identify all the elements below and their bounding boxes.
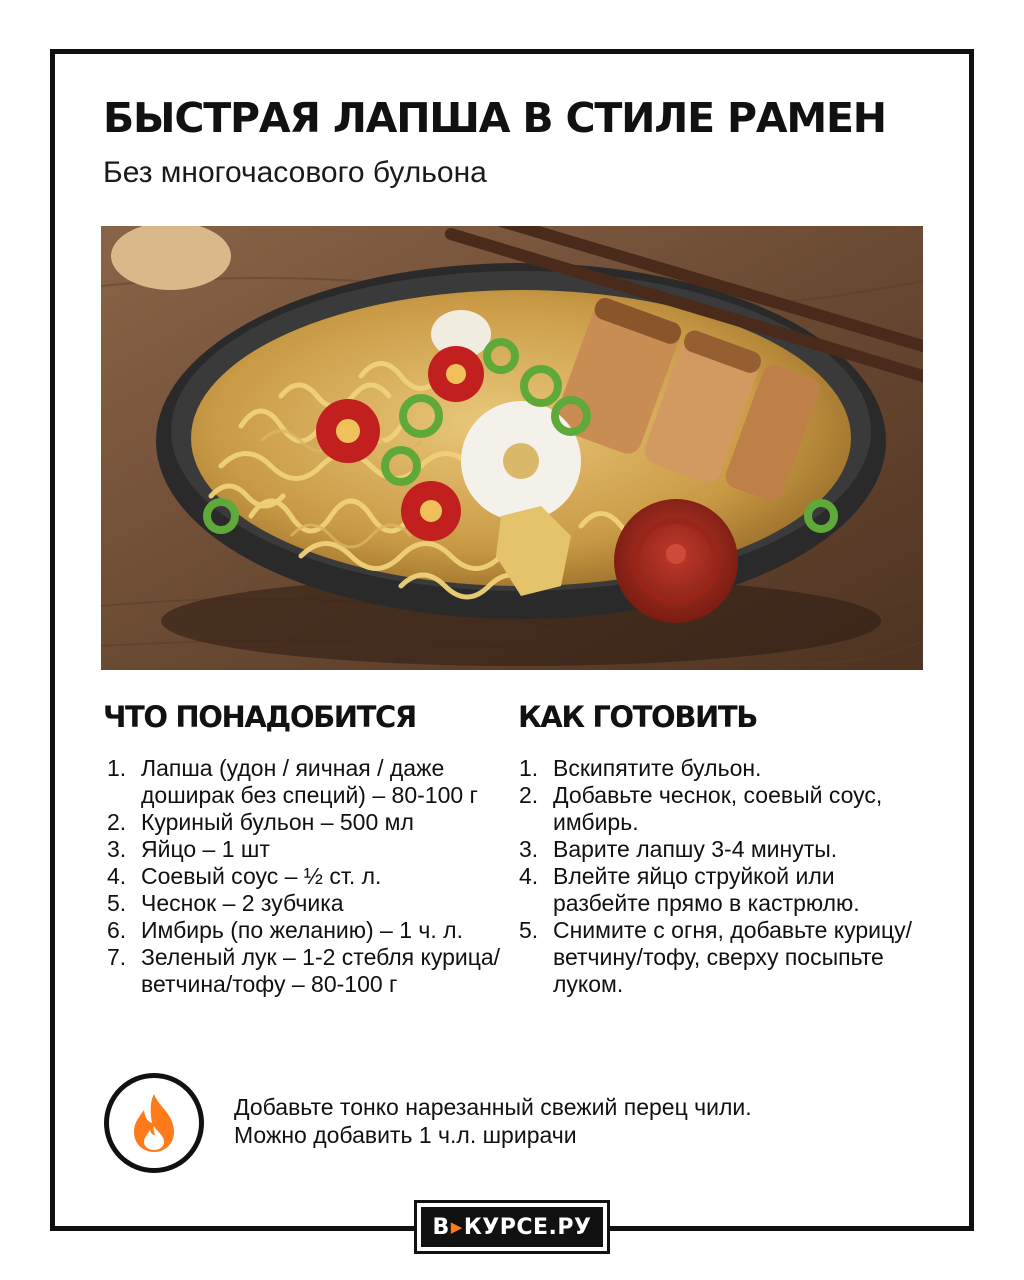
recipe-subtitle: Без многочасового бульона: [103, 156, 487, 189]
list-item: 5. Чеснок – 2 зубчика: [107, 890, 344, 916]
list-item: 1. Лапша (удон / яичная / даже доширак без специй) – 80-100 г: [107, 755, 478, 808]
flame-icon: [104, 1073, 204, 1173]
list-item: 2. Добавьте чеснок, соевый соус, имбирь.: [519, 782, 883, 835]
play-icon: ▶: [450, 1218, 463, 1236]
steps-heading: КАК ГОТОВИТЬ: [518, 700, 757, 734]
list-item: 3. Яйцо – 1 шт: [107, 836, 270, 862]
logo-word: КУРСЕ.РУ: [463, 1214, 592, 1240]
list-item: 4. Соевый соус – ½ ст. л.: [107, 863, 382, 889]
list-item: 7. Зеленый лук – 1-2 стебля курица/ ветчина/тофу – 80-100 г: [107, 944, 501, 997]
tip-line-1: Добавьте тонко нарезанный свежий перец чили.: [234, 1094, 752, 1120]
tip-line-2: Можно добавить 1 ч.л. шрирачи: [234, 1122, 577, 1148]
tip-text: [234, 1093, 914, 1149]
list-item: 5. Снимите с огня, добавьте курицу/ветчину/тофу, сверху посыпьте луком.: [519, 917, 913, 997]
list-item: 2. Куриный бульон – 500 мл: [107, 809, 414, 835]
list-item: 6. Имбирь (по желанию) – 1 ч. л.: [107, 917, 463, 943]
brand-logo: [414, 1200, 610, 1254]
list-item: 4. Влейте яйцо струйкой или разбейте прямо в кастрюлю.: [519, 863, 860, 916]
ingredients-heading: ЧТО ПОНАДОБИТСЯ: [103, 700, 416, 734]
recipe-title: БЫСТРАЯ ЛАПША В СТИЛЕ РАМЕН: [103, 94, 886, 142]
ramen-photo: [101, 226, 923, 670]
ingredients-list: [107, 755, 502, 998]
logo-letter: В: [432, 1214, 450, 1240]
list-item: 1. Вскипятите бульон.: [519, 755, 762, 781]
steps-list: [519, 755, 914, 998]
list-item: 3. Варите лапшу 3-4 минуты.: [519, 836, 838, 862]
